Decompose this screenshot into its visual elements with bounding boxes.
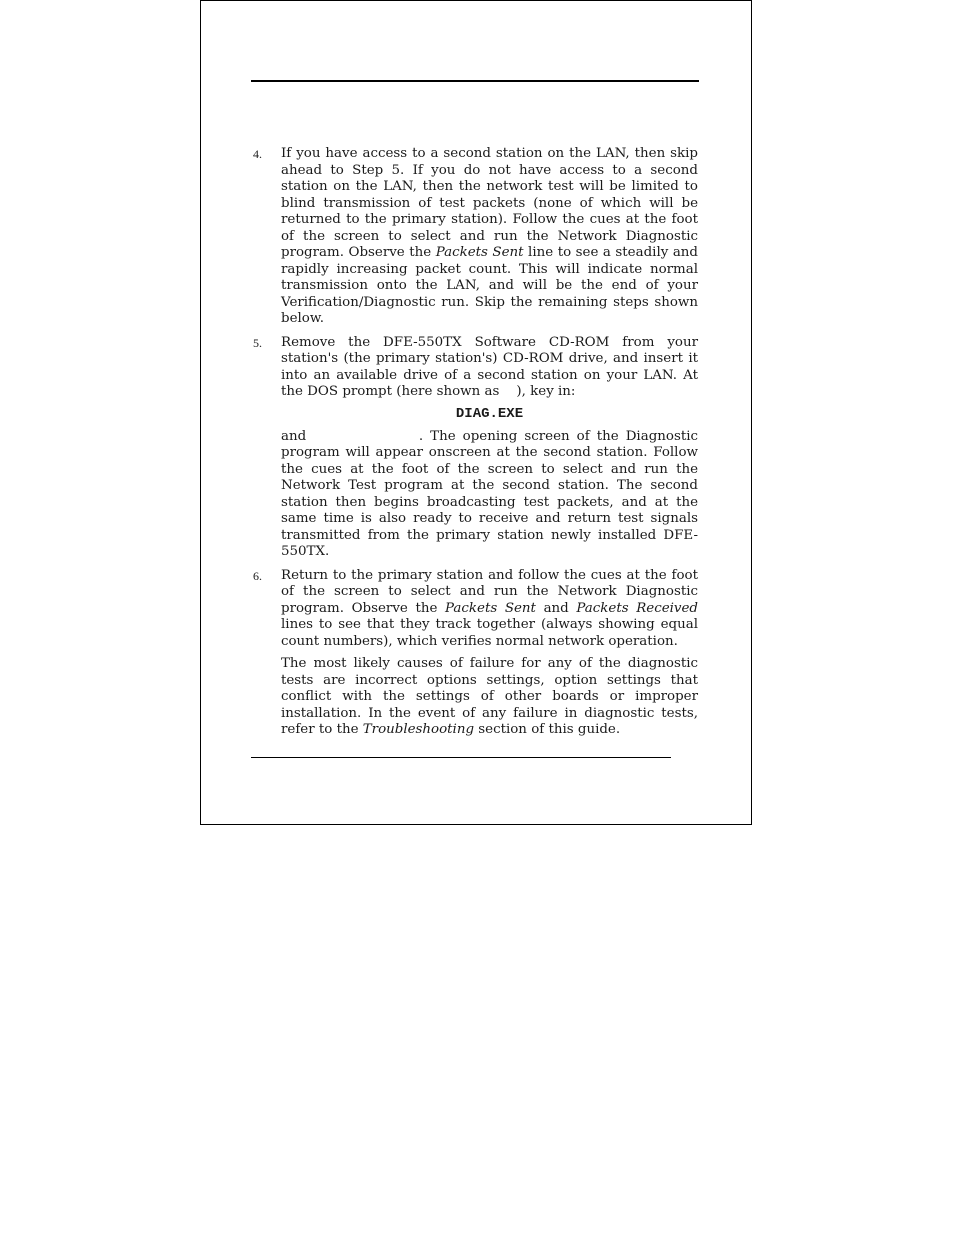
step-5-followup: and . The opening screen of the Diagnostic program will appear onscreen at the second station. Follow the cues at the foot of the screen to select and run the Network Test program at the second station. The second station then begins broadcasting test packets, and at the same time is also ready to receive and return test signals transmitted from the primary station newly installed DFE-550TX. <box>281 428 698 559</box>
packets-sent-term: Packets Sent <box>435 245 524 260</box>
packets-received-term: Packets Received <box>576 600 698 616</box>
troubleshooting-term: Troubleshooting <box>362 722 475 737</box>
step-4-text: If you have access to a second station on the LAN, then skip ahead to Step 5. If you do not have access to a second station on the LAN, then the network test will be limited to blind transmission of test packets (none of which will be returned to the primary station). Follow the cues at the foot of the screen to select and run the Network Diagnostic program. Observe the Packets Sent line to see a steadily and rapidly increasing packet count. This will indicate normal transmission onto the LAN, and will be the end of your Verification/Diagnostic run. Skip the remaining steps shown below. <box>281 146 699 326</box>
step-number: 4. <box>253 147 262 161</box>
footer-rule <box>251 757 671 758</box>
step-5-text: Remove the DFE-550TX Software CD-ROM from your station's (the primary station's) CD-ROM drive, and insert it into an available drive of a second station on your LAN. At the DOS prompt (here shown as ), key in: <box>281 334 698 399</box>
packets-sent-term: Packets Sent <box>445 600 536 616</box>
step-5 <box>250 335 698 561</box>
failure-causes-text: The most likely causes of failure for any of the diagnostic tests are incorrect options settings, option settings that conflict with the settings of other boards or improper installation. In the event of any failure in diagnostic tests, refer to the Troubleshooting section of this guide. <box>281 656 698 737</box>
page-content <box>250 146 698 746</box>
step-6 <box>250 568 698 739</box>
step-number: 6. <box>253 568 262 583</box>
blank-key <box>306 429 419 444</box>
step-4 <box>250 146 698 328</box>
header-rule <box>251 80 699 82</box>
step-number: 5. <box>253 335 262 350</box>
command-text: DIAG.EXE <box>455 405 524 422</box>
blank-prompt <box>504 384 517 399</box>
step-6-text: Return to the primary station and follow the cues at the foot of the screen to select and run the Network Diagnostic program. Observe the Packets Sent and Packets Received lines to see that they track together (always showing equal count numbers), which verifies normal network operation. <box>281 567 698 649</box>
